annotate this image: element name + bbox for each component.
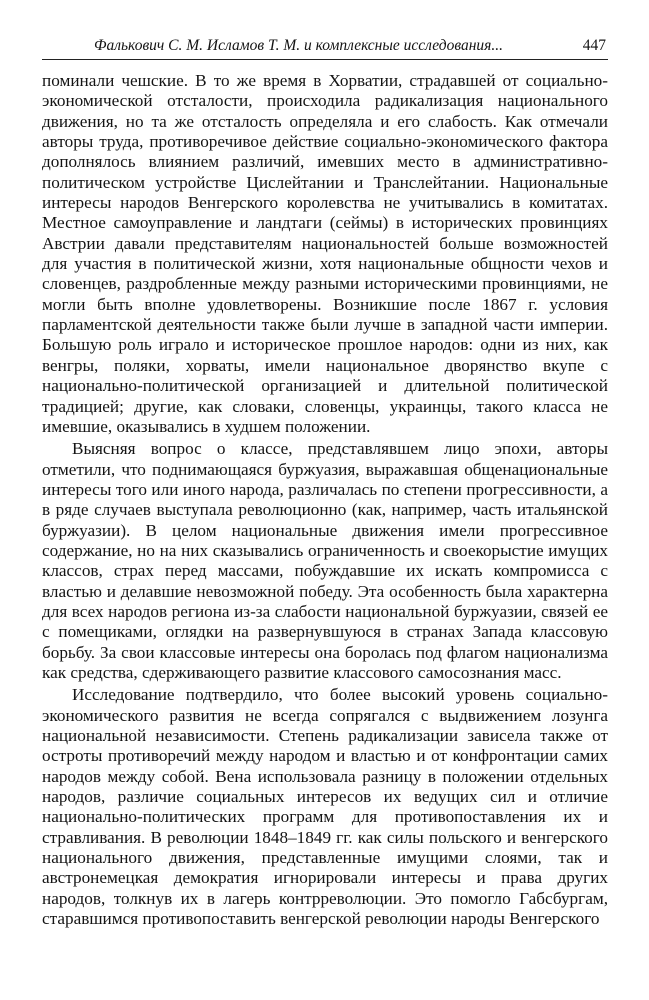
running-title: Фалькович С. М. Исламов Т. М. и комплексные исследования... [94, 37, 503, 54]
book-page [42, 36, 608, 929]
paragraph-1: поминали чешские. В то же время в Хорватии, страдавшей от социально-экономической отсталости, происходила радикализация национального движения, но та же отсталость определяла и его слабость. Как отмечали авторы труда, противоречивое действие социально-экономического фактора дополнялось влиянием различий, имевших место в административно-политическом устройстве Цислейтании и Транслейтании. Национальные интересы народов Венгерского королевства не учитывались в комитатах. Местное самоуправление и ландтаги (сеймы) в исторических провинциях Австрии давали представителям национальностей больше возможностей для участия в политической жизни, хотя национальные общности чехов и словенцев, раздробленные между разными историческими провинциями, не могли быть вполне удовлетворены. Возникшие после 1867 г. условия парламентской деятельности также были лучше в западной части империи. Большую роль играло и историческое прошлое народов: одни из них, как венгры, поляки, хорваты, имели национальное дворянство вкупе с национально-политической организацией и длительной политической традицией; другие, как словаки, словенцы, украинцы, такого класса не имевшие, оказывались в худшем положении. [42, 71, 608, 436]
paragraph-2: Выясняя вопрос о классе, представлявшем лицо эпохи, авторы отметили, что поднимающаяся буржуазия, выражавшая общенациональные интересы того или иного народа, различалась по степени прогрессивности, а в ряде случаев выступала революционно (как, например, часть итальянской буржуазии). В целом национальные движения имели прогрессивное содержание, но на них сказывались ограниченность и своекорыстие имущих классов, страх перед массами, побуждавшие их искать компромисса с властью и делавшие невозможной победу. Эта особенность была характерна для всех народов региона из-за слабости национальной буржуазии, связей ее с помещиками, оглядки на развернувшуюся в странах Запада классовую борьбу. За свои классовые интересы она боролась под флагом национализма как средства, сдерживающего развитие классового самосознания масс. [42, 439, 608, 682]
running-header [42, 36, 608, 60]
page-number: 447 [582, 37, 606, 54]
body-text [42, 71, 608, 929]
paragraph-3: Исследование подтвердило, что более высокий уровень социально-экономического развития не всегда сопрягался с выдвижением лозунга национальной независимости. Степень радикализации зависела также от остроты противоречий между народом и властью и от конфронтации самих народов между собой. Вена использовала разницу в положении отдельных народов, различие социальных интересов их ведущих сил и отличие национально-политических программ для противопоставления их и стравливания. В революции 1848–1849 гг. как силы польского и венгерского национального движения, представленные имущими слоями, так и австронемецкая демократия игнорировали интересы и права других народов, толкнув их в лагерь контрреволюции. Это помогло Габсбургам, старавшимся противопоставить венгерской революции народы Венгерского [42, 685, 608, 929]
